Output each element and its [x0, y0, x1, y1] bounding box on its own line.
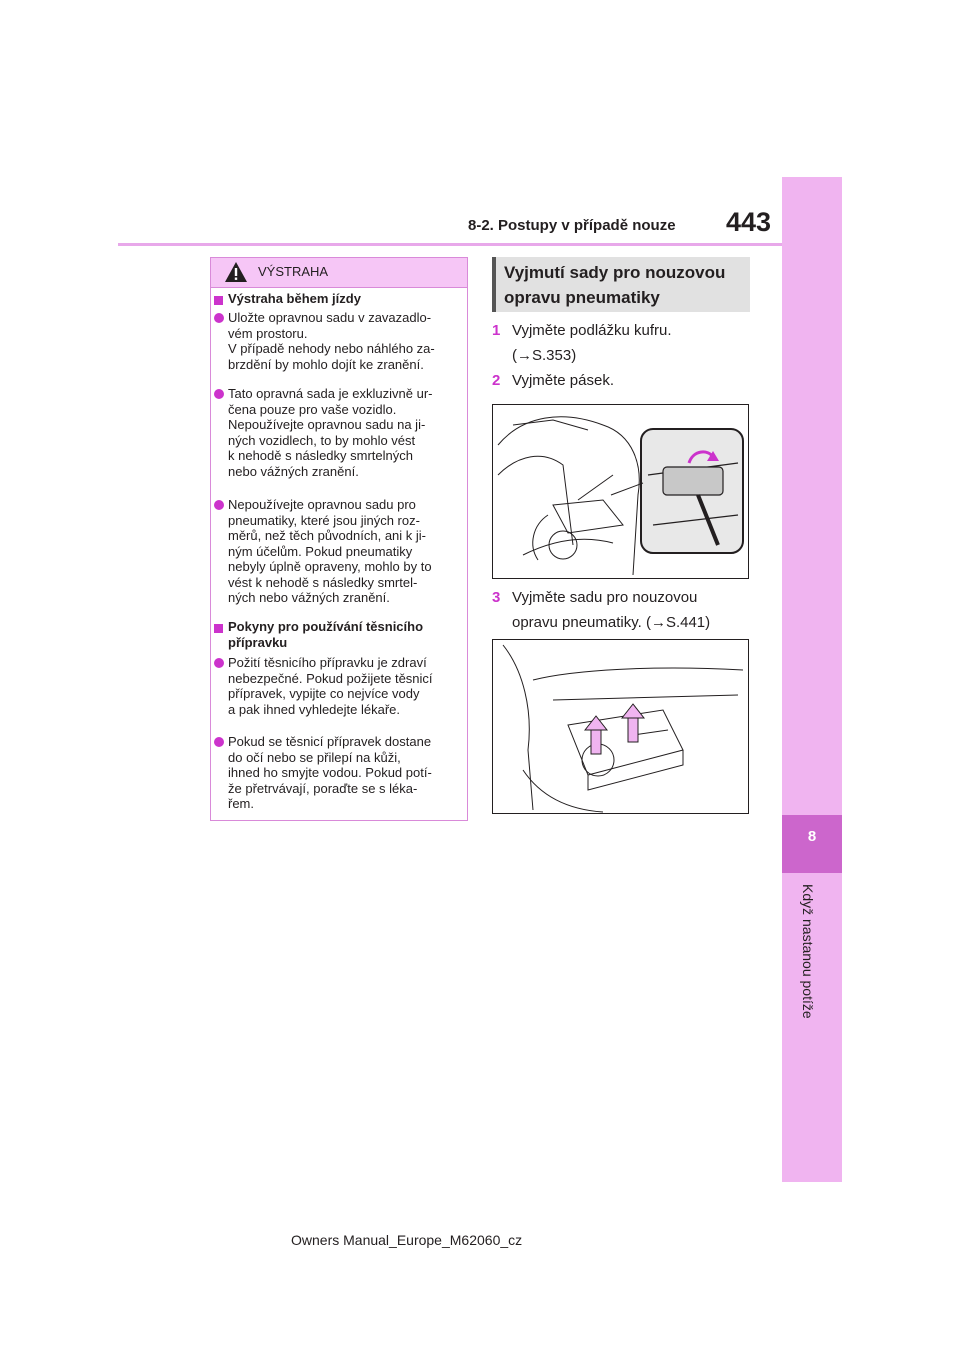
- warning-bullet: Uložte opravnou sadu v zavazadlo- vém prostoru. V případě nehody nebo náhlého za- brzdění by mohlo dojít ke zranění.: [228, 310, 435, 372]
- step-number: 3: [492, 589, 501, 606]
- round-bullet-icon: [214, 500, 224, 510]
- section-heading-bar: [492, 257, 496, 312]
- square-bullet-icon: [214, 624, 223, 633]
- warning-header: [211, 258, 467, 287]
- chapter-side-tab: [782, 177, 842, 1182]
- step-text: Vyjměte podlážku kufru. (→S.353): [512, 322, 672, 364]
- warning-bullet: Pokud se těsnicí přípravek dostane do očí nebo se přilepí na kůži, ihned ho smyjte vodou. Pokud potí- že přetrvávají, poraďte se s léka- řem.: [228, 734, 432, 811]
- illustration-remove-kit: [492, 639, 749, 814]
- step-text: Vyjměte sadu pro nouzovou opravu pneumatiky. (→S.441): [512, 589, 711, 631]
- warning-triangle-icon: [224, 261, 248, 283]
- step-text: Vyjměte pásek.: [512, 372, 614, 389]
- warning-bullet: Požití těsnicího přípravku je zdraví nebezpečné. Pokud požijete těsnicí přípravek, vypijte co nejvíce vody a pak ihned vyhledejte lékaře.: [228, 655, 433, 717]
- round-bullet-icon: [214, 313, 224, 323]
- section-title: 8-2. Postupy v případě nouze: [468, 217, 676, 234]
- square-bullet-icon: [214, 296, 223, 305]
- page-number: 443: [726, 207, 772, 237]
- round-bullet-icon: [214, 389, 224, 399]
- round-bullet-icon: [214, 737, 224, 747]
- illustration-remove-strap: [492, 404, 749, 579]
- warning-heading: Výstraha během jízdy: [228, 291, 361, 306]
- step-number: 2: [492, 372, 501, 389]
- warning-divider: [211, 287, 467, 288]
- warning-title: VÝSTRAHA: [258, 264, 329, 279]
- section-heading: Vyjmutí sady pro nouzovou opravu pneumatiky: [504, 263, 726, 307]
- warning-bullet: Tato opravná sada je exkluzivně ur- čena pouze pro vaše vozidlo. Nepoužívejte opravnou sadu na ji- ných vozidlech, to by mohlo vést k nehodě s následky smrtelných nebo vážných zranění.: [228, 386, 433, 479]
- footer-doc-id: Owners Manual_Europe_M62060_cz: [291, 1232, 523, 1248]
- header-rule: [118, 243, 782, 246]
- chapter-number: 8: [807, 828, 817, 845]
- warning-bullet: Nepoužívejte opravnou sadu pro pneumatiky, které jsou jiných roz- měrů, než těch původních, ani k ji- ným účelům. Pokud pneumatiky nebyly úplně opraveny, mohlo by to vést k nehodě s následky smrtel- ných nebo vážných zranění.: [228, 497, 432, 605]
- round-bullet-icon: [214, 658, 224, 668]
- chapter-title: Když nastanou potíže: [800, 884, 816, 1019]
- warning-heading: Pokyny pro používání těsnicího přípravku: [228, 619, 424, 650]
- step-number: 1: [492, 322, 501, 339]
